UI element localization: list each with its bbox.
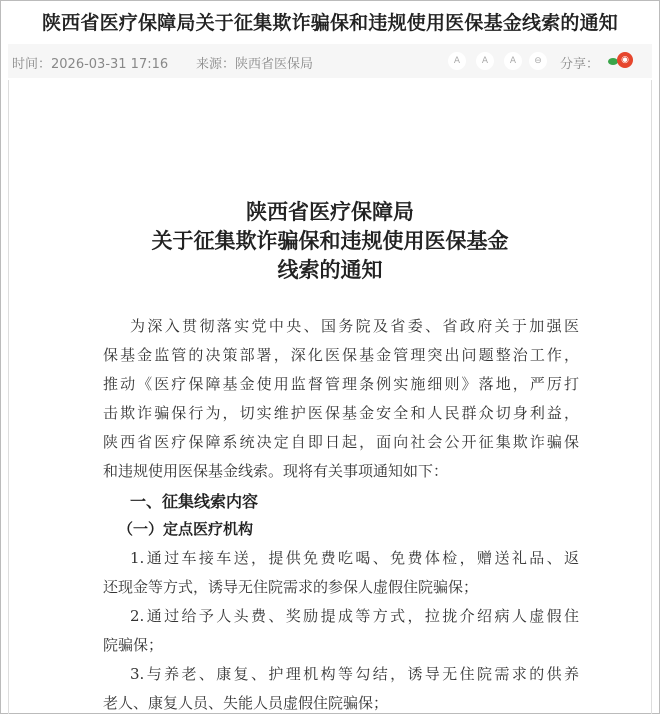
- doc-heading-line-2: 关于征集欺诈骗保和违规使用医保基金: [151, 228, 509, 253]
- list-item-line: 3.与养老、康复、护理机构等勾结，诱导无住院需求的供养: [130, 665, 579, 683]
- list-item-line: 1.通过车接车送，提供免费吃喝、免费体检，赠送礼品、返: [130, 549, 579, 567]
- print-icon[interactable]: ⊖: [529, 52, 547, 70]
- font-size-medium-button[interactable]: A: [476, 52, 494, 70]
- paragraph-line: 为深入贯彻落实党中央、国务院及省委、省政府关于加强医: [130, 317, 579, 335]
- font-size-large-button[interactable]: A: [448, 52, 466, 70]
- list-item-line: 还现金等方式，诱导无住院需求的参保人虚假住院骗保；: [103, 578, 479, 596]
- share-label: 分享：: [560, 57, 600, 72]
- publish-time: 时间：2026-03-31 17:16: [12, 57, 169, 72]
- weibo-icon[interactable]: ◉: [617, 52, 633, 68]
- meta-bar: [8, 44, 652, 78]
- paragraph-line: 和违规使用医保基金线索。现将有关事项通知如下：: [103, 462, 449, 480]
- subsection-heading: （一）定点医疗机构: [118, 520, 254, 538]
- doc-heading-line-1: 陕西省医疗保障局: [246, 199, 414, 224]
- doc-heading-line-3: 线索的通知: [277, 257, 383, 282]
- section-heading: 一、征集线索内容: [130, 492, 259, 511]
- list-item-line: 2.通过给予人头费、奖励提成等方式，拉拢介绍病人虚假住: [130, 607, 579, 625]
- paragraph-line: 陕西省医疗保障系统决定自即日起，面向社会公开征集欺诈骗保: [103, 433, 579, 451]
- list-item-line: 院骗保；: [103, 636, 164, 654]
- article-title: 陕西省医疗保障局关于征集欺诈骗保和违规使用医保基金线索的通知: [41, 12, 618, 34]
- paragraph-line: 保基金监管的决策部署，深化医保基金管理突出问题整治工作，: [103, 346, 579, 364]
- source: 来源：陕西省医保局: [196, 57, 314, 72]
- paragraph-line: 推动《医疗保障基金使用监督管理条例实施细则》落地，严厉打: [103, 375, 579, 393]
- font-size-small-button[interactable]: A: [504, 52, 522, 70]
- list-item-line: 老人、康复人员、失能人员虚假住院骗保；: [103, 694, 389, 712]
- paragraph-line: 击欺诈骗保行为，切实维护医保基金安全和人民群众切身利益，: [103, 404, 579, 422]
